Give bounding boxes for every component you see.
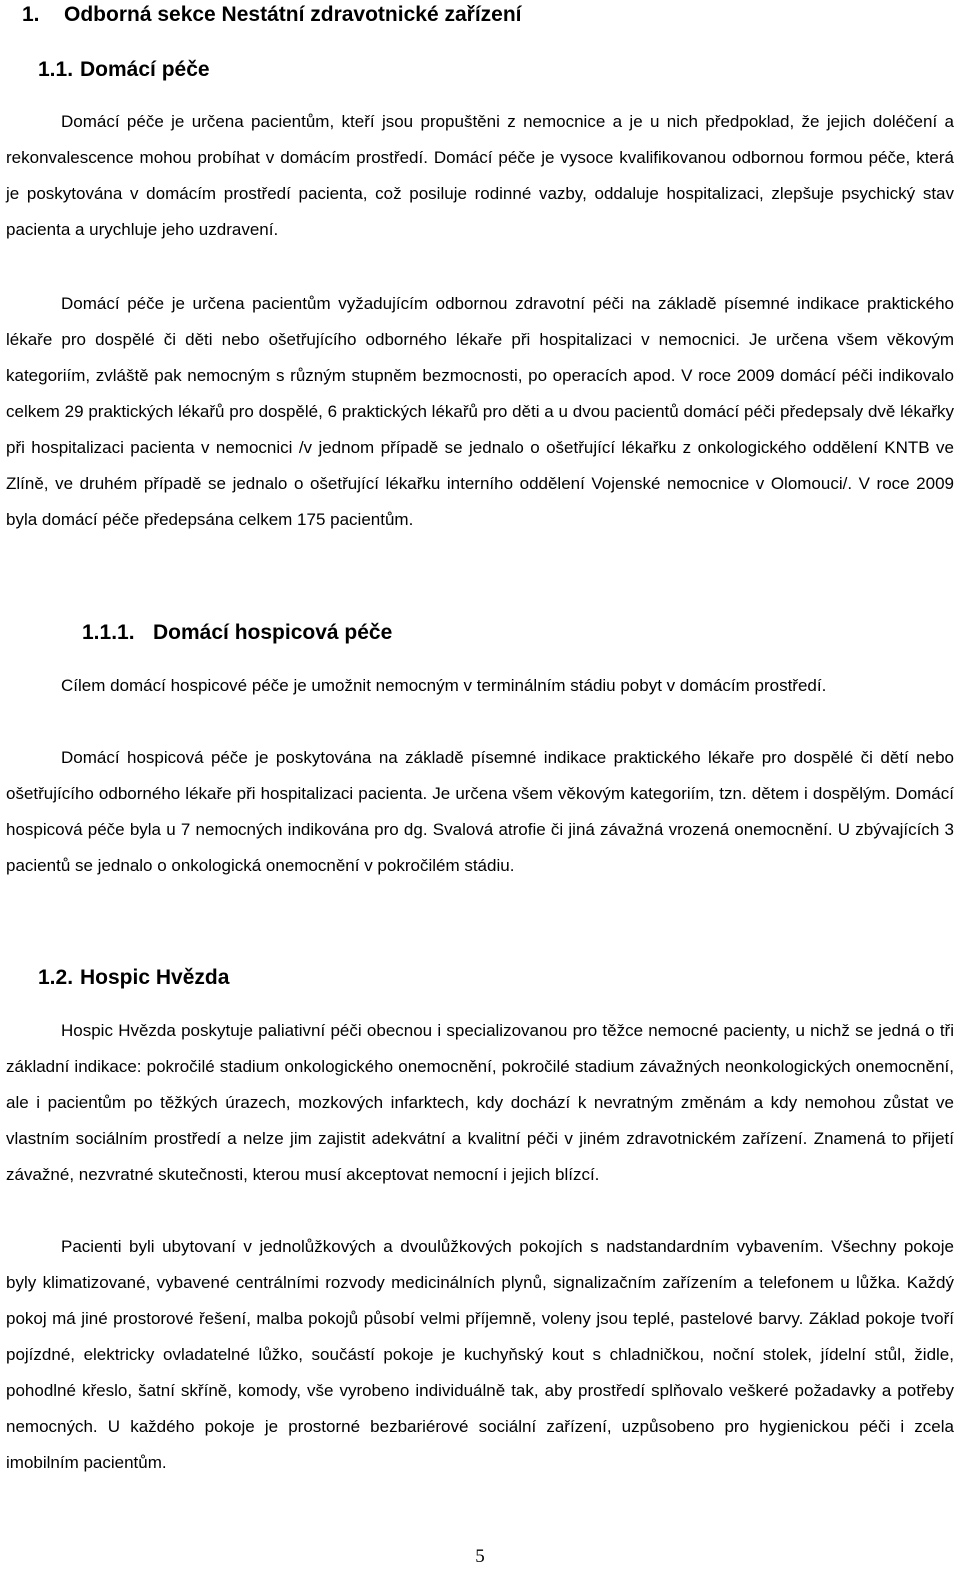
paragraph: Domácí péče je určena pacientům vyžadujícím odbornou zdravotní péči na základě písemné indikace praktického lékaře pro dospělé či děti nebo ošetřujícího odborného lékaře při hospitalizaci v nemocnici. Je určena všem věkovým kategoriím, zvláště pak nemocným s různým stupněm bezmocnosti, po operacích apod. V roce 2009 domácí péči indikovalo celkem 29 praktických lékařů pro dospělé, 6 praktických lékařů pro děti a u dvou pacientů domácí péči předepsaly dvě lékařky při hospitalizaci pacienta v nemocnici /v jednom případě se jednalo o ošetřující lékařku z onkologického oddělení KNTB ve Zlíně, ve druhém případě se jednalo o ošetřující lékařku interního oddělení Vojenské nemocnice v Olomouci/. V roce 2009 byla domácí péče předepsána celkem 175 pacientům. (6, 294, 954, 529)
section-title: Domácí péče (80, 58, 210, 81)
section-number: 1.1.1. (82, 621, 135, 644)
section-heading-1-1-1 (82, 620, 392, 646)
section-number: 1.1. (38, 58, 74, 81)
section-heading-1 (22, 2, 522, 28)
paragraph: Domácí péče je určena pacientům, kteří jsou propuštěni z nemocnice a je u nich předpoklad, že jejich doléčení a rekonvalescence mohou probíhat v domácím prostředí. Domácí péče je vysoce kvalifikovanou odbornou formou péče, která je poskytována v domácím prostředí pacienta, což posiluje rodinné vazby, oddaluje hospitalizaci, zlepšuje psychický stav pacienta a urychluje jeho uzdravení. (6, 112, 954, 239)
section-number: 1.2. (38, 966, 74, 989)
paragraph: Pacienti byli ubytovaní v jednolůžkových a dvoulůžkových pokojích s nadstandardním vybavením. Všechny pokoje byly klimatizované, vybavené centrálními rozvody medicinálních plynů, signalizačním zařízením a telefonem u lůžka. Každý pokoj má jiné prostorové řešení, malba pokojů působí velmi příjemně, voleny jsou teplé, pastelové barvy. Základ pokoje tvoří pojízdné, elektricky ovladatelné lůžko, součástí pokoje je kuchyňský kout s chladničkou, noční stolek, jídelní stůl, židle, pohodlné křeslo, šatní skříně, komody, vše vyrobeno individuálně tak, aby prostředí splňovalo veškeré požadavky a potřeby nemocných. U každého pokoje je prostorné bezbariérové sociální zařízení, uzpůsobeno pro hygienickou péči i zcela imobilním pacientům. (6, 1237, 954, 1472)
paragraph: Hospic Hvězda poskytuje paliativní péči obecnou i specializovanou pro těžce nemocné pacienty, u nichž se jedná o tři základní indikace: pokročilé stadium onkologického onemocnění, pokročilé stadium závažných neonkologických onemocnění, ale i pacientům po těžkých úrazech, mozkových infarktech, kdy dochází k nevratným změnám a kdy nemohou zůstat ve vlastním sociálním prostředí a nelze jim zajistit adekvátní a kvalitní péči v jiném zdravotnickém zařízení. Znamená to přijetí závažné, nezvratné skutečnosti, kterou musí akceptovat nemocní i jejich blízcí. (6, 1021, 954, 1184)
page-number: 5 (475, 1546, 485, 1567)
section-title: Domácí hospicová péče (153, 621, 393, 644)
section-heading-1-2 (38, 965, 229, 991)
section-title: Odborná sekce Nestátní zdravotnické zařízení (64, 3, 522, 26)
paragraph: Cílem domácí hospicové péče je umožnit nemocným v terminálním stádiu pobyt v domácím prostředí. (61, 676, 827, 695)
section-title: Hospic Hvězda (80, 966, 230, 989)
section-heading-1-1 (38, 57, 210, 83)
section-number: 1. (22, 3, 40, 26)
paragraph: Domácí hospicová péče je poskytována na základě písemné indikace praktického lékaře pro dospělé či dětí nebo ošetřujícího odborného lékaře při hospitalizaci pacienta. Je určena všem věkovým kategoriím, tzn. dětem i dospělým. Domácí hospicová péče byla u 7 nemocných indikována pro dg. Svalová atrofie či jiná závažná vrozená onemocnění. U zbývajících 3 pacientů se jednalo o onkologická onemocnění v pokročilém stádiu. (6, 748, 954, 875)
